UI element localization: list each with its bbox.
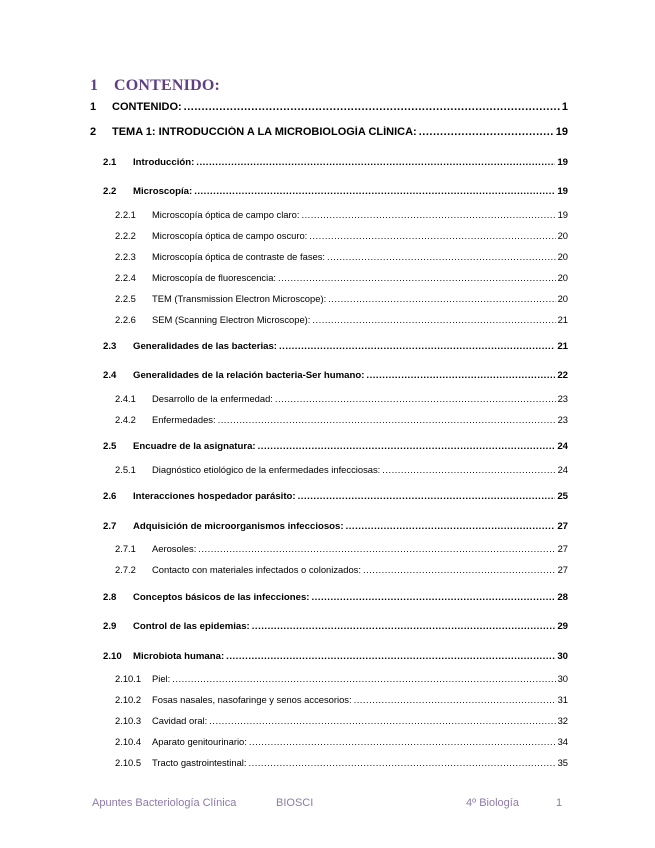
toc-entry-number: 2.10.2 bbox=[115, 694, 142, 705]
toc-dot-leader bbox=[311, 592, 555, 603]
toc-dot-leader bbox=[279, 341, 555, 352]
toc-entry-page[interactable]: 32 bbox=[557, 715, 568, 726]
toc-entry-label[interactable]: Fosas nasales, nasofaringe y senos accesorios: bbox=[152, 694, 352, 705]
toc-entry-page[interactable]: 27 bbox=[557, 521, 568, 532]
toc-entry-label[interactable]: Tracto gastrointestinal: bbox=[152, 757, 247, 768]
toc-entry-label[interactable]: Microbiota humana: bbox=[133, 651, 225, 662]
toc-entry-page[interactable]: 27 bbox=[557, 543, 568, 554]
toc-dot-leader bbox=[184, 101, 560, 113]
footer-course: Apuntes Bacteriología Clínica bbox=[92, 797, 237, 809]
toc-entry-page[interactable]: 20 bbox=[557, 230, 568, 241]
toc-entry-page[interactable]: 20 bbox=[557, 293, 568, 304]
toc-entry[interactable] bbox=[90, 126, 568, 138]
toc-entry-page[interactable]: 24 bbox=[557, 464, 568, 475]
toc-entry-label[interactable]: Contacto con materiales infectados o colonizados: bbox=[152, 564, 361, 575]
toc-entry[interactable] bbox=[103, 621, 568, 632]
toc-entry-number: 2 bbox=[90, 126, 97, 138]
toc-entry-number: 2.4.2 bbox=[115, 414, 136, 425]
toc-entry-page[interactable]: 21 bbox=[557, 314, 568, 325]
toc-entry-number: 2.10.4 bbox=[115, 736, 142, 747]
toc-dot-leader bbox=[366, 370, 555, 381]
toc-dot-leader bbox=[346, 521, 556, 532]
toc-entry-label[interactable]: CONTENIDO: bbox=[112, 101, 182, 113]
toc-entry-label[interactable]: Desarrollo de la enfermedad: bbox=[152, 393, 273, 404]
toc-heading-title: CONTENIDO: bbox=[114, 77, 221, 94]
toc-entry-number: 2.10.1 bbox=[115, 673, 142, 684]
toc-entry[interactable] bbox=[103, 521, 568, 532]
toc-entry-number: 2.7.1 bbox=[115, 543, 136, 554]
toc-entry-label[interactable]: Microscopía óptica de contraste de fases: bbox=[152, 251, 326, 262]
footer-author: BIOSCI bbox=[276, 797, 314, 809]
toc-entry-number: 2.2.6 bbox=[115, 314, 136, 325]
toc-entry[interactable] bbox=[115, 736, 568, 747]
toc-entry-label[interactable]: Microscopía óptica de campo oscuro: bbox=[152, 230, 308, 241]
toc-dot-leader bbox=[327, 251, 556, 262]
toc-entry-number: 2.7 bbox=[103, 521, 117, 532]
toc-dot-leader bbox=[194, 186, 555, 197]
toc-entry-page[interactable]: 19 bbox=[555, 126, 568, 138]
toc-entry-page[interactable]: 28 bbox=[557, 592, 568, 603]
toc-dot-leader bbox=[209, 715, 555, 726]
toc-dot-leader bbox=[298, 491, 556, 502]
toc-entry[interactable] bbox=[103, 491, 568, 502]
toc-dot-leader bbox=[382, 464, 555, 475]
toc-entry[interactable] bbox=[103, 186, 568, 197]
toc-entry-number: 2.2.2 bbox=[115, 230, 136, 241]
toc-entry-label[interactable]: SEM (Scanning Electron Microscope): bbox=[152, 314, 311, 325]
toc-entry[interactable] bbox=[115, 673, 568, 684]
toc-entry[interactable] bbox=[115, 464, 568, 475]
toc-dot-leader bbox=[278, 272, 556, 283]
toc-entry-label[interactable]: Diagnóstico etiológico de la enfermedades infecciosas: bbox=[152, 464, 381, 475]
toc-entry-label[interactable]: Control de las epidemias: bbox=[133, 621, 250, 632]
toc-entry-number: 2.10.5 bbox=[115, 757, 142, 768]
toc-entry-label[interactable]: TEMA 1: INTRODUCCIÓN A LA MICROBIOLOGÍA CLÍNICA: bbox=[112, 126, 417, 138]
toc-entry-page[interactable]: 30 bbox=[557, 651, 568, 662]
toc-entry-page[interactable]: 20 bbox=[557, 251, 568, 262]
toc-dot-leader bbox=[252, 621, 556, 632]
toc-entry-label[interactable]: TEM (Transmission Electron Microscope): bbox=[152, 293, 327, 304]
toc-entry-number: 2.2.3 bbox=[115, 251, 136, 262]
toc-entry-label[interactable]: Microscopía óptica de campo claro: bbox=[152, 209, 300, 220]
toc-entry-page[interactable]: 23 bbox=[557, 414, 568, 425]
toc-entry[interactable] bbox=[115, 230, 568, 241]
toc-entry-label[interactable]: Aparato genitourinario: bbox=[152, 736, 247, 747]
toc-dot-leader bbox=[328, 293, 555, 304]
toc-entry-label[interactable]: Conceptos básicos de las infecciones: bbox=[133, 592, 310, 603]
toc-dot-leader bbox=[172, 673, 555, 684]
toc-dot-leader bbox=[198, 543, 555, 554]
toc-dot-leader bbox=[218, 414, 556, 425]
toc-entry-page[interactable]: 35 bbox=[557, 757, 568, 768]
toc-entry-number: 2.5.1 bbox=[115, 464, 136, 475]
toc-entry-label[interactable]: Enfermedades: bbox=[152, 414, 216, 425]
toc-dot-leader bbox=[312, 314, 555, 325]
toc-entry-label[interactable]: Generalidades de la relación bacteria-Ser humano: bbox=[133, 370, 365, 381]
toc-entry-number: 2.3 bbox=[103, 341, 117, 352]
toc-entry[interactable] bbox=[103, 441, 568, 452]
toc-entry-number: 2.1 bbox=[103, 157, 117, 168]
toc-entry[interactable] bbox=[115, 715, 568, 726]
toc-entry[interactable] bbox=[115, 393, 568, 404]
toc-entry[interactable] bbox=[103, 157, 568, 168]
toc-entry[interactable] bbox=[90, 101, 568, 113]
toc-entry[interactable] bbox=[115, 757, 568, 768]
toc-entry-label[interactable]: Microscopía de fluorescencia: bbox=[152, 272, 277, 283]
toc-entry-label[interactable]: Aerosoles: bbox=[152, 543, 197, 554]
toc-entry-page[interactable]: 22 bbox=[557, 370, 568, 381]
footer-year: 4º Biología bbox=[466, 797, 519, 809]
toc-heading bbox=[90, 77, 220, 95]
toc-entry-number: 2.10.3 bbox=[115, 715, 142, 726]
toc-entry[interactable] bbox=[115, 414, 568, 425]
toc-entry[interactable] bbox=[103, 651, 568, 662]
toc-entry-page[interactable]: 27 bbox=[557, 564, 568, 575]
toc-entry-number: 2.4 bbox=[103, 370, 117, 381]
toc-entry-page[interactable]: 1 bbox=[561, 101, 568, 113]
toc-entry[interactable] bbox=[115, 209, 568, 220]
toc-entry-label[interactable]: Piel: bbox=[152, 673, 171, 684]
toc-heading-number: 1 bbox=[90, 77, 99, 94]
toc-dot-leader bbox=[309, 230, 555, 241]
toc-dot-leader bbox=[258, 441, 556, 452]
toc-entry-page[interactable]: 34 bbox=[557, 736, 568, 747]
toc-dot-leader bbox=[196, 157, 555, 168]
toc-entry-page[interactable]: 19 bbox=[557, 186, 568, 197]
footer-page-number: 1 bbox=[556, 797, 563, 809]
toc-dot-leader bbox=[226, 651, 555, 662]
toc-entry-page[interactable]: 23 bbox=[557, 393, 568, 404]
toc-entry[interactable] bbox=[115, 251, 568, 262]
toc-entry-label[interactable]: Interacciones hospedador parásito: bbox=[133, 491, 296, 502]
toc-entry-label[interactable]: Cavidad oral: bbox=[152, 715, 208, 726]
toc-entry-page[interactable]: 20 bbox=[557, 272, 568, 283]
toc-entry-number: 2.9 bbox=[103, 621, 117, 632]
toc-entry-label[interactable]: Introducción: bbox=[133, 157, 195, 168]
toc-dot-leader bbox=[301, 209, 555, 220]
toc-dot-leader bbox=[275, 393, 556, 404]
toc-entry-page[interactable]: 21 bbox=[557, 341, 568, 352]
toc-entry-number: 2.6 bbox=[103, 491, 117, 502]
toc-entry-number: 1 bbox=[90, 101, 97, 113]
toc-entry-number: 2.7.2 bbox=[115, 564, 136, 575]
toc-dot-leader bbox=[363, 564, 556, 575]
toc-dot-leader bbox=[249, 757, 556, 768]
toc-entry-number: 2.10 bbox=[103, 651, 122, 662]
toc-entry[interactable] bbox=[115, 293, 568, 304]
toc-entry-number: 2.4.1 bbox=[115, 393, 136, 404]
toc-entry-number: 2.2.5 bbox=[115, 293, 136, 304]
toc-entry[interactable] bbox=[115, 543, 568, 554]
toc-entry-number: 2.5 bbox=[103, 441, 117, 452]
toc-entry[interactable] bbox=[115, 272, 568, 283]
toc-entry[interactable] bbox=[103, 370, 568, 381]
toc-entry[interactable] bbox=[103, 592, 568, 603]
toc-entry-page[interactable]: 29 bbox=[557, 621, 568, 632]
toc-entry-number: 2.2.1 bbox=[115, 209, 136, 220]
toc-entry[interactable] bbox=[115, 694, 568, 705]
toc-entry-page[interactable]: 19 bbox=[557, 157, 568, 168]
toc-entry-label[interactable]: Encuadre de la asignatura: bbox=[133, 441, 256, 452]
toc-entry-page[interactable]: 25 bbox=[557, 491, 568, 502]
toc-entry-page[interactable]: 19 bbox=[557, 209, 568, 220]
toc-entry-label[interactable]: Generalidades de las bacterias: bbox=[133, 341, 277, 352]
toc-entry[interactable] bbox=[103, 341, 568, 352]
toc-entry-label[interactable]: Microscopía: bbox=[133, 186, 193, 197]
toc-entry-number: 2.2.4 bbox=[115, 272, 136, 283]
toc-dot-leader bbox=[354, 694, 556, 705]
toc-entry-page[interactable]: 30 bbox=[557, 673, 568, 684]
toc-entry-label[interactable]: Adquisición de microorganismos infecciosos: bbox=[133, 521, 344, 532]
toc-entry-page[interactable]: 31 bbox=[557, 694, 568, 705]
toc-dot-leader bbox=[249, 736, 556, 747]
toc-entry-number: 2.2 bbox=[103, 186, 117, 197]
toc-dot-leader bbox=[419, 126, 554, 138]
toc-entry[interactable] bbox=[115, 314, 568, 325]
toc-entry-page[interactable]: 24 bbox=[557, 441, 568, 452]
toc-entry-number: 2.8 bbox=[103, 592, 117, 603]
toc-entry[interactable] bbox=[115, 564, 568, 575]
